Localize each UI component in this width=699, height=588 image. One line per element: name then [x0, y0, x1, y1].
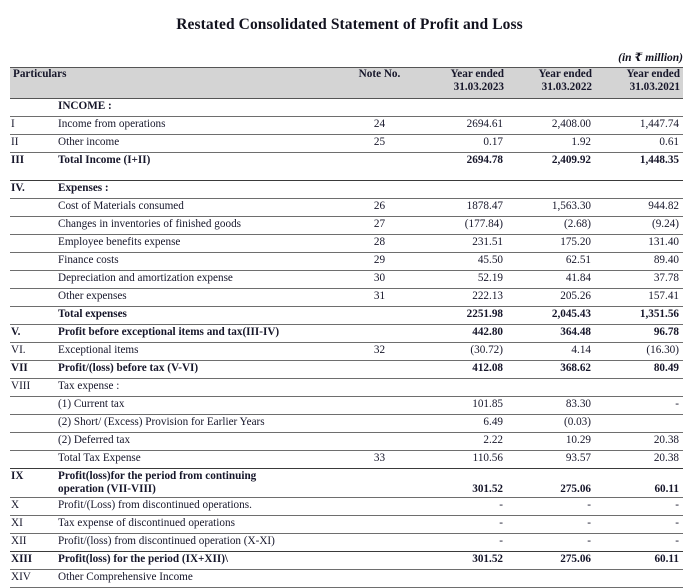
row-number-cell: VI. [10, 343, 42, 361]
table-row [10, 552, 683, 570]
row-particulars-cell: Other expenses [42, 289, 342, 307]
row-value-2023: 2.22 [417, 433, 507, 451]
row-note-cell [342, 361, 417, 379]
table-row [10, 343, 683, 361]
row-note-cell: 26 [342, 199, 417, 217]
table-row [10, 325, 683, 343]
table-row [10, 135, 683, 153]
row-value-2021: 89.40 [595, 253, 683, 271]
row-particulars-cell: Profit/(loss) from discontinued operation (X-XI) [42, 534, 342, 552]
row-value-2023: 101.85 [417, 397, 507, 415]
row-value-2021 [595, 99, 683, 117]
row-value-2023: 1878.47 [417, 199, 507, 217]
row-value-2023: 110.56 [417, 451, 507, 469]
column-header-year-2023-line2: 31.03.2023 [453, 81, 504, 94]
row-value-2021: 0.61 [595, 135, 683, 153]
row-value-2023: 2694.61 [417, 117, 507, 135]
row-value-2021: 1,351.56 [595, 307, 683, 325]
row-value-2021: (9.24) [595, 217, 683, 235]
table-header-row [10, 68, 683, 99]
row-note-cell: 33 [342, 451, 417, 469]
row-value-2021: - [595, 397, 683, 415]
row-number-cell: XIV [10, 570, 42, 588]
row-particulars-cell: Finance costs [42, 253, 342, 271]
row-value-2023: (30.72) [417, 343, 507, 361]
row-value-2022: 364.48 [507, 325, 595, 343]
row-value-2021: - [595, 534, 683, 552]
table-row [10, 379, 683, 397]
column-header-year-2022-line2: 31.03.2022 [541, 81, 592, 94]
row-value-2021: - [595, 516, 683, 534]
row-number-cell: XI [10, 516, 42, 534]
column-header-year-2023 [417, 68, 507, 99]
row-value-2022: 62.51 [507, 253, 595, 271]
column-header-year-2022 [507, 68, 595, 99]
row-note-cell [342, 433, 417, 451]
profit-and-loss-table [10, 67, 683, 587]
table-row [10, 415, 683, 433]
row-number-cell [10, 99, 42, 117]
row-value-2021: 96.78 [595, 325, 683, 343]
row-value-2021: 157.41 [595, 289, 683, 307]
row-particulars-cell: Expenses : [42, 181, 342, 199]
row-particulars-cell: Income from operations [42, 117, 342, 135]
row-value-2022 [507, 379, 595, 397]
row-note-cell [342, 379, 417, 397]
row-value-2021: 80.49 [595, 361, 683, 379]
row-number-cell: IV. [10, 181, 42, 199]
row-number-cell [10, 217, 42, 235]
row-value-2023: 222.13 [417, 289, 507, 307]
row-number-cell [10, 253, 42, 271]
column-header-year-2021 [595, 68, 683, 99]
row-value-2023: 6.49 [417, 415, 507, 433]
row-value-2022: 2,408.00 [507, 117, 595, 135]
row-value-2021: 60.11 [595, 552, 683, 570]
row-number-cell [10, 271, 42, 289]
row-value-2021 [595, 415, 683, 433]
row-value-2022: (2.68) [507, 217, 595, 235]
row-value-2023: 52.19 [417, 271, 507, 289]
row-value-2021 [595, 570, 683, 588]
row-value-2022: 83.30 [507, 397, 595, 415]
row-particulars-cell: Exceptional items [42, 343, 342, 361]
row-value-2021: 60.11 [595, 469, 683, 498]
row-value-2023: 412.08 [417, 361, 507, 379]
row-particulars-cell: Profit(loss)for the period from continuing operation (VII-VIII) [42, 469, 342, 498]
row-particulars-cell: Total Tax Expense [42, 451, 342, 469]
row-number-cell [10, 397, 42, 415]
row-note-cell [342, 516, 417, 534]
row-value-2023 [417, 99, 507, 117]
row-value-2021: 37.78 [595, 271, 683, 289]
column-header-particulars: Particulars [10, 68, 342, 99]
row-value-2022: 93.57 [507, 451, 595, 469]
table-row [10, 253, 683, 271]
row-value-2023: - [417, 534, 507, 552]
table-body [10, 99, 683, 588]
table-header [10, 68, 683, 99]
row-value-2022: 4.14 [507, 343, 595, 361]
row-number-cell [10, 451, 42, 469]
row-value-2023: (177.84) [417, 217, 507, 235]
table-row [10, 271, 683, 289]
table-row [10, 117, 683, 135]
row-note-cell [342, 498, 417, 516]
row-value-2022: (0.03) [507, 415, 595, 433]
row-value-2023: - [417, 498, 507, 516]
row-number-cell: X [10, 498, 42, 516]
row-value-2021: (16.30) [595, 343, 683, 361]
table-row [10, 397, 683, 415]
row-note-cell [342, 570, 417, 588]
table-row [10, 153, 683, 171]
row-number-cell: XII [10, 534, 42, 552]
row-value-2022: 205.26 [507, 289, 595, 307]
row-value-2021 [595, 181, 683, 199]
row-particulars-cell: (2) Deferred tax [42, 433, 342, 451]
row-note-cell: 31 [342, 289, 417, 307]
row-value-2021: 20.38 [595, 451, 683, 469]
row-particulars-cell: Depreciation and amortization expense [42, 271, 342, 289]
row-value-2022: 2,409.92 [507, 153, 595, 171]
row-value-2022: 1,563.30 [507, 199, 595, 217]
table-row [10, 516, 683, 534]
row-particulars-cell: (1) Current tax [42, 397, 342, 415]
row-note-cell: 28 [342, 235, 417, 253]
row-note-cell [342, 307, 417, 325]
row-particulars-cell: Cost of Materials consumed [42, 199, 342, 217]
row-particulars-cell: (2) Short/ (Excess) Provision for Earlier Years [42, 415, 342, 433]
row-particulars-cell: Profit/(Loss) from discontinued operations. [42, 498, 342, 516]
row-value-2022 [507, 99, 595, 117]
row-particulars-cell-line2: operation (VII-VIII) [58, 483, 156, 496]
row-note-cell [342, 99, 417, 117]
table-row [10, 498, 683, 516]
table-row [10, 534, 683, 552]
row-value-2021: 1,447.74 [595, 117, 683, 135]
table-row [10, 181, 683, 199]
row-value-2021: - [595, 498, 683, 516]
row-note-cell: 29 [342, 253, 417, 271]
row-value-2023: 2694.78 [417, 153, 507, 171]
row-value-2022: 10.29 [507, 433, 595, 451]
row-value-2022 [507, 570, 595, 588]
row-note-cell [342, 534, 417, 552]
row-note-cell [342, 469, 417, 498]
row-number-cell [10, 289, 42, 307]
column-header-note-no: Note No. [342, 68, 417, 99]
row-note-cell [342, 181, 417, 199]
table-row [10, 433, 683, 451]
row-particulars-cell: Other Comprehensive Income [42, 570, 342, 588]
row-note-cell [342, 325, 417, 343]
row-note-cell: 24 [342, 117, 417, 135]
row-note-cell [342, 415, 417, 433]
row-number-cell [10, 199, 42, 217]
row-note-cell [342, 153, 417, 171]
row-number-cell: XIII [10, 552, 42, 570]
row-note-cell [342, 552, 417, 570]
table-row [10, 289, 683, 307]
row-value-2023: 442.80 [417, 325, 507, 343]
row-value-2022: 1.92 [507, 135, 595, 153]
row-number-cell [10, 415, 42, 433]
row-note-cell [342, 397, 417, 415]
row-value-2023: 301.52 [417, 469, 507, 498]
row-value-2021: 20.38 [595, 433, 683, 451]
row-particulars-cell: Profit(loss) for the period (IX+XII)\ [42, 552, 342, 570]
row-number-cell [10, 235, 42, 253]
column-header-year-2021-line1: Year ended [626, 68, 680, 80]
row-number-cell [10, 433, 42, 451]
row-value-2022 [507, 181, 595, 199]
row-note-cell: 25 [342, 135, 417, 153]
row-particulars-cell: Changes in inventories of finished goods [42, 217, 342, 235]
row-value-2023: 0.17 [417, 135, 507, 153]
row-value-2022: 368.62 [507, 361, 595, 379]
row-particulars-cell: Employee benefits expense [42, 235, 342, 253]
row-particulars-cell: Total Income (I+II) [42, 153, 342, 171]
row-number-cell: V. [10, 325, 42, 343]
table-spacer-row [10, 170, 683, 181]
row-value-2022: 2,045.43 [507, 307, 595, 325]
row-value-2022: 175.20 [507, 235, 595, 253]
row-note-cell: 32 [342, 343, 417, 361]
row-number-cell: I [10, 117, 42, 135]
column-header-year-2022-line1: Year ended [538, 68, 592, 80]
row-value-2022: 275.06 [507, 552, 595, 570]
row-particulars-cell: Profit/(loss) before tax (V-VI) [42, 361, 342, 379]
row-number-cell: III [10, 153, 42, 171]
table-row [10, 307, 683, 325]
row-value-2021 [595, 379, 683, 397]
row-value-2023: 231.51 [417, 235, 507, 253]
row-value-2022: 41.84 [507, 271, 595, 289]
table-row [10, 469, 683, 498]
row-particulars-cell: Other income [42, 135, 342, 153]
row-value-2022: - [507, 516, 595, 534]
row-particulars-cell: Profit before exceptional items and tax(III-IV) [42, 325, 342, 343]
row-value-2023 [417, 379, 507, 397]
row-value-2022: - [507, 534, 595, 552]
row-particulars-cell: Tax expense of discontinued operations [42, 516, 342, 534]
table-spacer-cell [10, 170, 683, 181]
row-value-2021: 944.82 [595, 199, 683, 217]
row-value-2023: 301.52 [417, 552, 507, 570]
row-value-2022: 275.06 [507, 469, 595, 498]
row-number-cell: VIII [10, 379, 42, 397]
row-number-cell: VII [10, 361, 42, 379]
row-value-2023: 45.50 [417, 253, 507, 271]
table-row [10, 217, 683, 235]
column-header-year-2021-line2: 31.03.2021 [629, 81, 680, 94]
table-row [10, 99, 683, 117]
row-value-2023: - [417, 516, 507, 534]
row-number-cell [10, 307, 42, 325]
row-value-2022: - [507, 498, 595, 516]
currency-units-note: (in ₹ million) [618, 52, 683, 64]
row-number-cell: II [10, 135, 42, 153]
table-row [10, 451, 683, 469]
row-particulars-cell: INCOME : [42, 99, 342, 117]
page-title: Restated Consolidated Statement of Profit and Loss [176, 16, 523, 33]
row-value-2023 [417, 181, 507, 199]
row-note-cell: 27 [342, 217, 417, 235]
row-value-2023: 2251.98 [417, 307, 507, 325]
column-header-year-2023-line1: Year ended [450, 68, 504, 80]
table-row [10, 199, 683, 217]
table-row [10, 361, 683, 379]
row-particulars-cell: Total expenses [42, 307, 342, 325]
table-row [10, 570, 683, 588]
row-value-2021: 131.40 [595, 235, 683, 253]
row-value-2023 [417, 570, 507, 588]
row-particulars-cell: Tax expense : [42, 379, 342, 397]
table-row [10, 235, 683, 253]
row-value-2021: 1,448.35 [595, 153, 683, 171]
row-note-cell: 30 [342, 271, 417, 289]
row-number-cell: IX [10, 469, 42, 498]
